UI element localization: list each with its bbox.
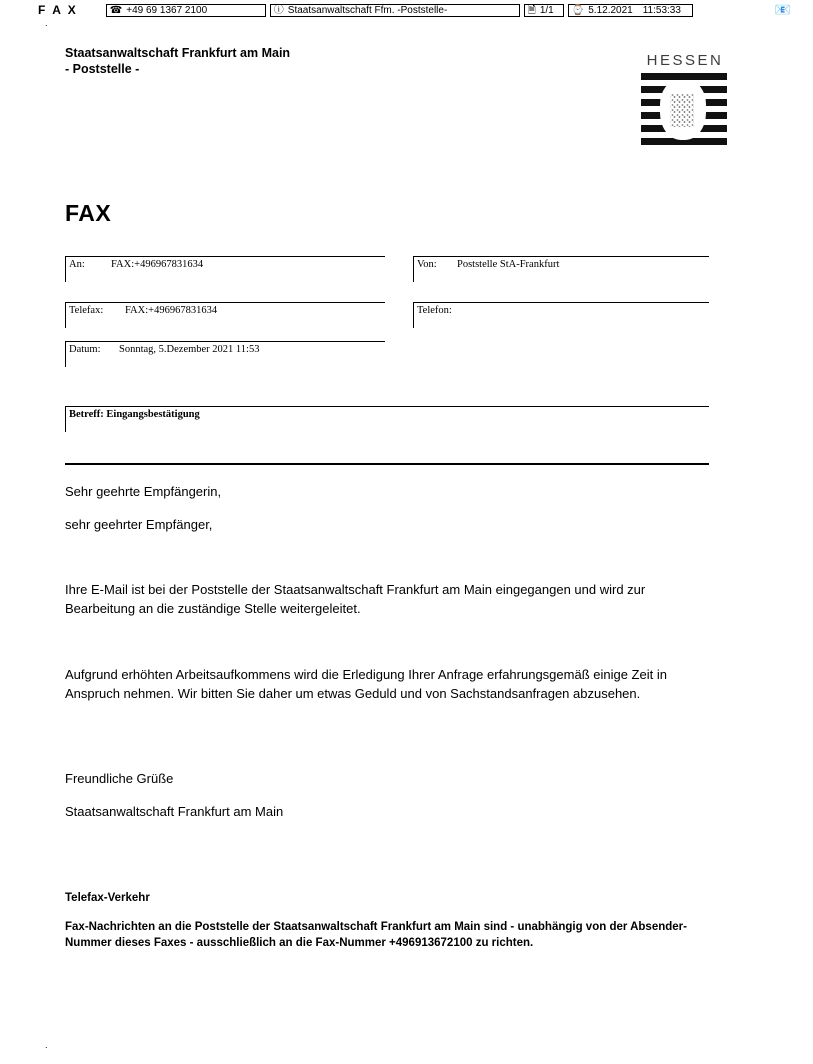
hessen-coat-of-arms-icon <box>641 73 727 149</box>
field-an-value: FAX:+496967831634 <box>111 259 204 270</box>
margin-tick-bottom: . <box>45 1040 48 1050</box>
margin-tick-top: . <box>45 18 48 28</box>
field-betreff-value: Eingangsbestätigung <box>106 409 200 420</box>
info-icon: ⓘ <box>273 4 284 16</box>
fax-strip-label: F A X <box>38 3 78 17</box>
hessen-wordmark: HESSEN <box>646 52 724 69</box>
field-betreff-label: Betreff: <box>69 409 104 420</box>
footer-heading: Telefax-Verkehr <box>65 892 150 904</box>
fax-strip-datetime <box>568 4 693 17</box>
sender-line-2: - Poststelle - <box>65 62 140 76</box>
field-datum-value: Sonntag, 5.Dezember 2021 11:53 <box>119 344 260 355</box>
page-title: FAX <box>65 200 112 226</box>
field-betreff <box>65 406 709 432</box>
field-an-label: An: <box>69 259 85 270</box>
field-telefax <box>65 302 385 328</box>
body-paragraph-1: Ihre E-Mail ist bei der Poststelle der Staatsanwaltschaft Frankfurt am Main eingegangen und wird zur Bearbeitung an die zuständige Stelle weitergeleitet. <box>65 582 646 616</box>
footer-note: Fax-Nachrichten an die Poststelle der Staatsanwaltschaft Frankfurt am Main sind - unabhängig von der Absender-Nummer dieses Faxes - ausschließlich an die Fax-Nummer +496913672100 zu richten. <box>65 921 687 949</box>
field-datum-label: Datum: <box>69 344 101 355</box>
hessen-logo <box>641 52 729 149</box>
fax-strip-sender-value: Staatsanwaltschaft Ffm. -Poststelle- <box>287 4 448 16</box>
salutation-line-2: sehr geehrter Empfänger, <box>65 517 213 532</box>
field-von-label: Von: <box>417 259 437 270</box>
fax-strip-phone <box>106 4 266 17</box>
fax-strip-time-value: 11:53:33 <box>642 4 681 16</box>
sender-line-1: Staatsanwaltschaft Frankfurt am Main <box>65 46 291 60</box>
field-telefon <box>413 302 709 328</box>
telephone-icon: ☎ <box>109 4 123 16</box>
field-von <box>413 256 709 282</box>
closing-line: Freundliche Grüße <box>65 771 174 786</box>
sender-block <box>65 45 290 77</box>
fax-strip-pages-value: 1/1 <box>539 4 554 16</box>
field-telefax-value: FAX:+496967831634 <box>125 305 218 316</box>
signature-line: Staatsanwaltschaft Frankfurt am Main <box>65 804 284 819</box>
fax-machine-icon: 📧 <box>774 2 791 17</box>
clock-icon: ⌚ <box>571 4 585 16</box>
field-an <box>65 256 385 282</box>
fax-strip-phone-value: +49 69 1367 2100 <box>126 4 208 16</box>
body-paragraph-2: Aufgrund erhöhten Arbeitsaufkommens wird die Erledigung Ihrer Anfrage erfahrungsgemäß einige Zeit in Anspruch nehmen. Wir bitten Sie daher um etwas Geduld und von Sachstandsanfragen abzusehen. <box>65 667 667 701</box>
field-von-value: Poststelle StA-Frankfurt <box>457 259 560 270</box>
fax-strip-date-value: 5.12.2021 <box>588 4 633 16</box>
page-icon: 🗎 <box>527 4 536 16</box>
fax-strip-pages <box>524 4 564 17</box>
field-telefon-label: Telefon: <box>417 305 452 316</box>
fax-header-strip <box>0 0 813 20</box>
fax-strip-sender <box>270 4 520 17</box>
field-datum <box>65 341 385 367</box>
field-telefax-label: Telefax: <box>69 305 104 316</box>
section-divider <box>65 463 709 465</box>
salutation-line-1: Sehr geehrte Empfängerin, <box>65 484 222 499</box>
